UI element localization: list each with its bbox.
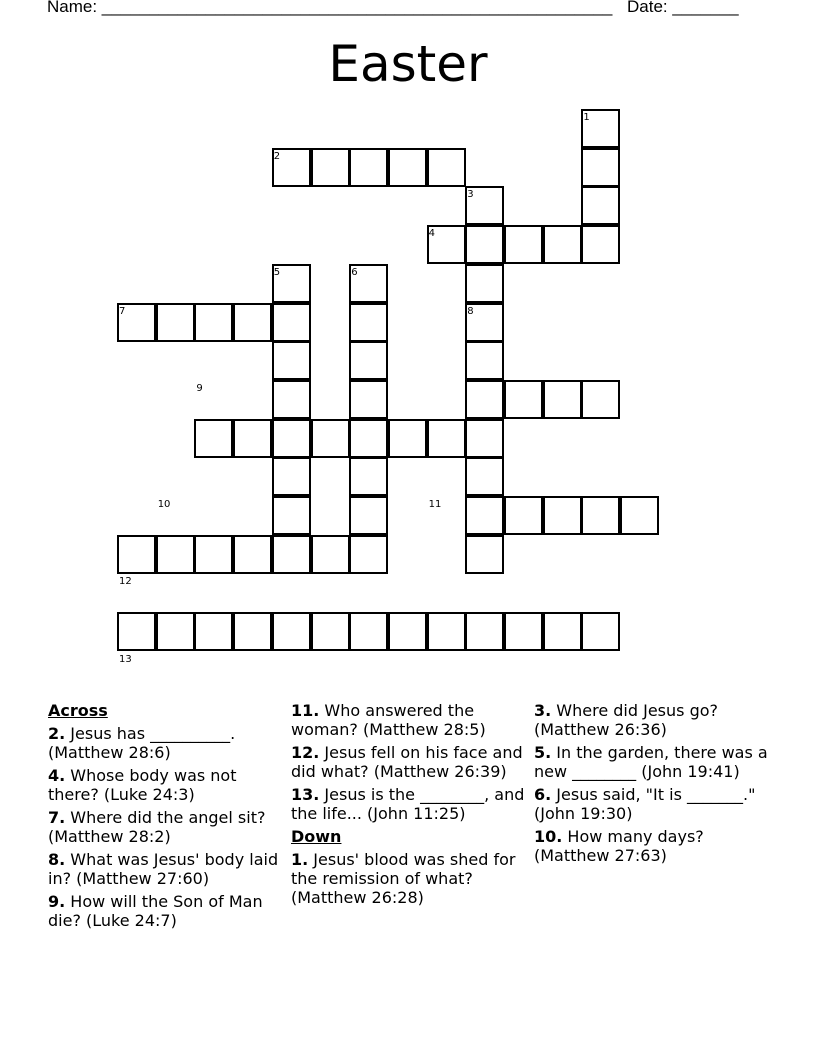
clue-number: 5 xyxy=(273,266,281,278)
grid-cell[interactable] xyxy=(465,380,504,419)
grid-cell[interactable] xyxy=(156,535,195,574)
across-clue-2: 2. Jesus has __________. (Matthew 28:6) xyxy=(48,724,236,762)
clue-number: 13 xyxy=(119,653,132,665)
grid-cell[interactable] xyxy=(388,148,427,187)
grid-cell[interactable] xyxy=(465,341,504,380)
name-field-label: Name: ______________________________________________________ xyxy=(47,0,613,16)
grid-cell[interactable] xyxy=(543,496,582,535)
grid-cell[interactable] xyxy=(156,612,195,651)
grid-cell[interactable] xyxy=(504,380,543,419)
grid-cell[interactable] xyxy=(194,612,233,651)
grid-cell[interactable] xyxy=(349,148,388,187)
grid-cell[interactable] xyxy=(427,419,466,458)
grid-cell[interactable] xyxy=(311,419,350,458)
grid-cell[interactable] xyxy=(233,535,272,574)
grid-cell[interactable] xyxy=(581,496,620,535)
grid-cell[interactable] xyxy=(543,380,582,419)
grid-cell[interactable] xyxy=(465,612,504,651)
grid-cell[interactable] xyxy=(272,341,311,380)
grid-cell[interactable] xyxy=(465,419,504,458)
grid-cell[interactable] xyxy=(311,148,350,187)
grid-cell[interactable] xyxy=(272,457,311,496)
down-clue-5: 5. In the garden, there was a new ________ (John 19:41) xyxy=(534,743,768,781)
across-clue-4: 4. Whose body was not there? (Luke 24:3) xyxy=(48,766,237,804)
grid-cell[interactable] xyxy=(194,535,233,574)
grid-cell[interactable] xyxy=(543,612,582,651)
down-clue-1: 1. Jesus' blood was shed for the remission of what? (Matthew 26:28) xyxy=(291,850,516,907)
grid-cell[interactable] xyxy=(465,457,504,496)
grid-cell[interactable] xyxy=(388,419,427,458)
clue-number: 12 xyxy=(119,576,132,588)
clue-number: 10 xyxy=(157,499,171,510)
grid-cell[interactable] xyxy=(543,225,582,264)
grid-cell[interactable] xyxy=(272,303,311,342)
clue-number: 8 xyxy=(467,305,474,317)
grid-cell[interactable] xyxy=(504,496,543,535)
across-clue-13: 13. Jesus is the ________, and the life... (John 11:25) xyxy=(291,785,525,823)
across-clue-9: 9. How will the Son of Man die? (Luke 24:7) xyxy=(48,892,263,930)
grid-cell[interactable] xyxy=(156,303,195,342)
grid-cell[interactable] xyxy=(272,535,311,574)
grid-cell[interactable] xyxy=(581,612,620,651)
grid-cell[interactable] xyxy=(117,612,156,651)
grid-cell[interactable] xyxy=(349,380,388,419)
grid-cell[interactable] xyxy=(427,148,466,187)
grid-cell[interactable] xyxy=(465,264,504,303)
clue-number: 1 xyxy=(583,112,590,123)
clues-column-1 xyxy=(48,701,284,934)
grid-cell[interactable] xyxy=(349,496,388,535)
grid-cell[interactable] xyxy=(272,380,311,419)
clues-column-2 xyxy=(291,701,527,911)
grid-cell[interactable] xyxy=(272,419,311,458)
clue-number: 3 xyxy=(467,189,474,201)
grid-cell[interactable] xyxy=(581,380,620,419)
grid-cell[interactable] xyxy=(581,186,620,225)
page-title: Easter xyxy=(328,35,488,93)
across-heading: Across xyxy=(48,701,108,720)
clue-number: 4 xyxy=(428,228,435,240)
grid-cell[interactable] xyxy=(349,419,388,458)
grid-cell[interactable] xyxy=(465,496,504,535)
grid-cell[interactable] xyxy=(427,612,466,651)
grid-cell[interactable] xyxy=(272,612,311,651)
down-clue-3: 3. Where did Jesus go? (Matthew 26:36) xyxy=(534,701,719,739)
grid-cell[interactable] xyxy=(349,457,388,496)
clue-number: 6 xyxy=(351,266,358,278)
grid-cell[interactable] xyxy=(311,535,350,574)
grid-cell[interactable] xyxy=(349,303,388,342)
across-clue-12: 12. Jesus fell on his face and did what? (Matthew 26:39) xyxy=(291,743,523,781)
grid-cell[interactable] xyxy=(581,148,620,187)
across-clue-11: 11. Who answered the woman? (Matthew 28:5) xyxy=(291,701,486,739)
across-clue-8: 8. What was Jesus' body laid in? (Matthew 27:60) xyxy=(48,850,279,888)
clue-number: 2 xyxy=(273,150,281,162)
grid-cell[interactable] xyxy=(349,341,388,380)
grid-cell[interactable] xyxy=(311,612,350,651)
clue-number: 7 xyxy=(119,305,126,317)
grid-cell[interactable] xyxy=(581,225,620,264)
grid-cell[interactable] xyxy=(504,612,543,651)
grid-cell[interactable] xyxy=(388,612,427,651)
grid-cell[interactable] xyxy=(233,419,272,458)
across-clue-7: 7. Where did the angel sit? (Matthew 28:2) xyxy=(48,808,266,846)
grid-cell[interactable] xyxy=(194,419,233,458)
grid-cell[interactable] xyxy=(194,303,233,342)
grid-cell[interactable] xyxy=(504,225,543,264)
grid-cell[interactable] xyxy=(349,612,388,651)
grid-cell[interactable] xyxy=(272,496,311,535)
down-clue-6: 6. Jesus said, "It is _______." (John 19:30) xyxy=(534,785,756,823)
grid-cell[interactable] xyxy=(117,535,156,574)
clue-number: 11 xyxy=(428,499,442,510)
grid-cell[interactable] xyxy=(465,225,504,264)
grid-cell[interactable] xyxy=(233,612,272,651)
grid-cell[interactable] xyxy=(233,303,272,342)
clue-number: 9 xyxy=(196,382,203,394)
grid-cell[interactable] xyxy=(465,535,504,574)
down-heading: Down xyxy=(291,827,342,846)
grid-cell[interactable] xyxy=(620,496,659,535)
down-clue-10: 10. How many days? (Matthew 27:63) xyxy=(534,827,704,865)
grid-cell[interactable] xyxy=(349,535,388,574)
clues-column-3 xyxy=(534,701,770,869)
date-field-label: Date: _______ xyxy=(627,0,739,16)
